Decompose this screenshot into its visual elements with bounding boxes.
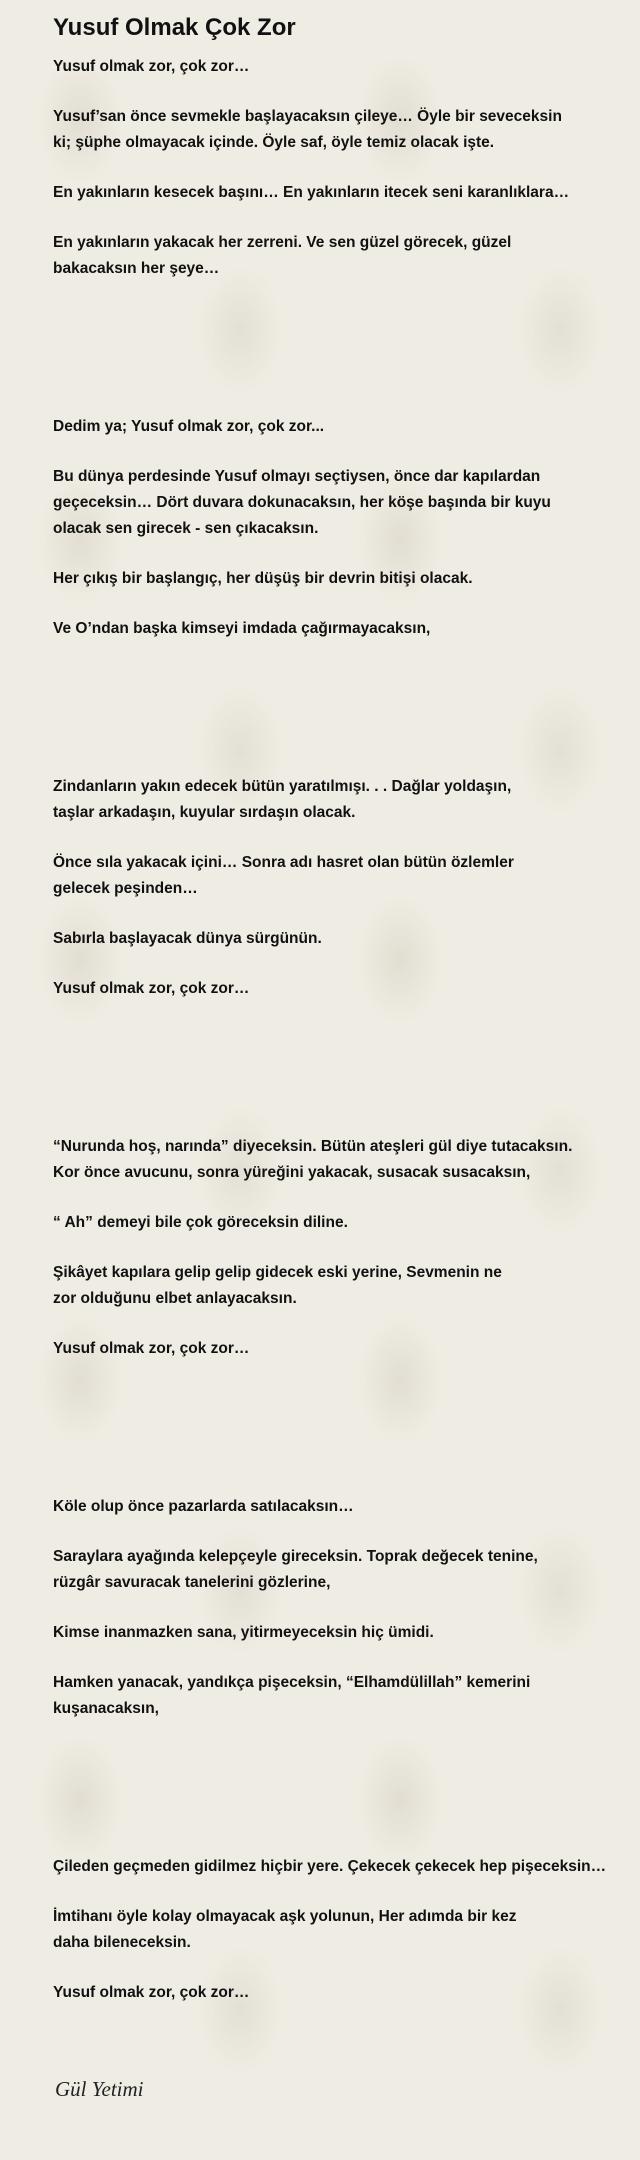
poem-line: Köle olup önce pazarlarda satılacaksın… <box>53 1498 354 1515</box>
spacer <box>53 1186 633 1210</box>
poem-line: Yusuf olmak zor, çok zor… <box>53 1984 250 2001</box>
poem-line: Kimse inanmazken sana, yitirmeyeceksin hiç ümidi. <box>53 1624 434 1641</box>
poem-line: Her çıkış bir başlangıç, her düşüş bir devrin bitişi olacak. <box>53 570 473 587</box>
spacer <box>53 1312 633 1336</box>
poem-line: Hamken yanacak, yandıkça pişeceksin, “Elhamdülillah” kemerini <box>53 1674 531 1691</box>
poem-line: Zindanların yakın edecek bütün yaratılmışı. . . Dağlar yoldaşın, <box>53 778 512 795</box>
poem-line: Şikâyet kapılara gelip gelip gidecek eski yerine, Sevmenin ne <box>53 1264 502 1281</box>
poem-line: Ve O’ndan başka kimseyi imdada çağırmayacaksın, <box>53 620 431 637</box>
poem-line: kuşanacaksın, <box>53 1700 159 1717</box>
poem-line: En yakınların kesecek başını… En yakınların itecek seni karanlıklara… <box>53 184 570 201</box>
poem-line: Önce sıla yakacak içini… Sonra adı hasret olan bütün özlemler <box>53 854 514 871</box>
poem-line: Yusuf olmak zor, çok zor… <box>53 58 250 75</box>
poem-line: Yusuf’san önce sevmekle başlayacaksın çileye… Öyle bir seveceksin <box>53 108 562 125</box>
poem-line: gelecek peşinden… <box>53 880 198 897</box>
poem-line: Dedim ya; Yusuf olmak zor, çok zor... <box>53 418 325 435</box>
poem-line: bakacaksın her şeye… <box>53 260 220 277</box>
poem-container <box>53 12 633 2102</box>
spacer <box>53 2006 633 2076</box>
poem-line: “Nurunda hoş, narında” diyeceksin. Bütün ateşleri gül diye tutacaksın. <box>53 1138 573 1155</box>
spacer <box>53 1880 633 1904</box>
poem-line: İmtihanı öyle kolay olmayacak aşk yolunun, Her adımda bir kez <box>53 1908 517 1925</box>
stanza-spacer <box>53 1002 633 1134</box>
spacer <box>53 156 633 180</box>
spacer <box>53 592 633 616</box>
poem-line: olacak sen girecek - sen çıkacaksın. <box>53 520 319 537</box>
spacer <box>53 542 633 566</box>
poem-line: Kor önce avucunu, sonra yüreğini yakacak, susacak susacaksın, <box>53 1164 531 1181</box>
stanza-spacer <box>53 1722 633 1854</box>
stanza-spacer <box>53 282 633 414</box>
spacer <box>53 902 633 926</box>
poem-line: Saraylara ayağında kelepçeyle gireceksin. Toprak değecek tenine, <box>53 1548 538 1565</box>
spacer <box>53 1646 633 1670</box>
poem-line: En yakınların yakacak her zerreni. Ve sen güzel görecek, güzel <box>53 234 512 251</box>
poem-line: Sabırla başlayacak dünya sürgünün. <box>53 930 322 947</box>
poem-line: Yusuf olmak zor, çok zor… <box>53 1340 250 1357</box>
poem-line: Bu dünya perdesinde Yusuf olmayı seçtiysen, önce dar kapılardan <box>53 468 541 485</box>
poem-title: Yusuf Olmak Çok Zor <box>53 14 296 41</box>
spacer <box>53 80 633 104</box>
poem-line: “ Ah” demeyi bile çok göreceksin diline. <box>53 1214 348 1231</box>
poem-line: rüzgâr savuracak tanelerini gözlerine, <box>53 1574 331 1591</box>
spacer <box>53 44 633 54</box>
poem-line: geçeceksin… Dört duvara dokunacaksın, her köşe başında bir kuyu <box>53 494 551 511</box>
poem-line: Çileden geçmeden gidilmez hiçbir yere. Çekecek çekecek hep pişeceksin… <box>53 1858 607 1875</box>
poem-line: daha bileneceksin. <box>53 1934 191 1951</box>
spacer <box>53 1596 633 1620</box>
poem-line: Yusuf olmak zor, çok zor… <box>53 980 250 997</box>
spacer <box>53 1236 633 1260</box>
spacer <box>53 826 633 850</box>
poem-line: taşlar arkadaşın, kuyular sırdaşın olacak. <box>53 804 356 821</box>
stanza-spacer <box>53 1362 633 1494</box>
stanza-spacer <box>53 642 633 774</box>
poem-author: Gül Yetimi <box>55 2077 144 2101</box>
spacer <box>53 206 633 230</box>
spacer <box>53 1520 633 1544</box>
spacer <box>53 952 633 976</box>
poem-line: ki; şüphe olmayacak içinde. Öyle saf, öyle temiz olacak işte. <box>53 134 495 151</box>
spacer <box>53 440 633 464</box>
spacer <box>53 1956 633 1980</box>
poem-line: zor olduğunu elbet anlayacaksın. <box>53 1290 297 1307</box>
